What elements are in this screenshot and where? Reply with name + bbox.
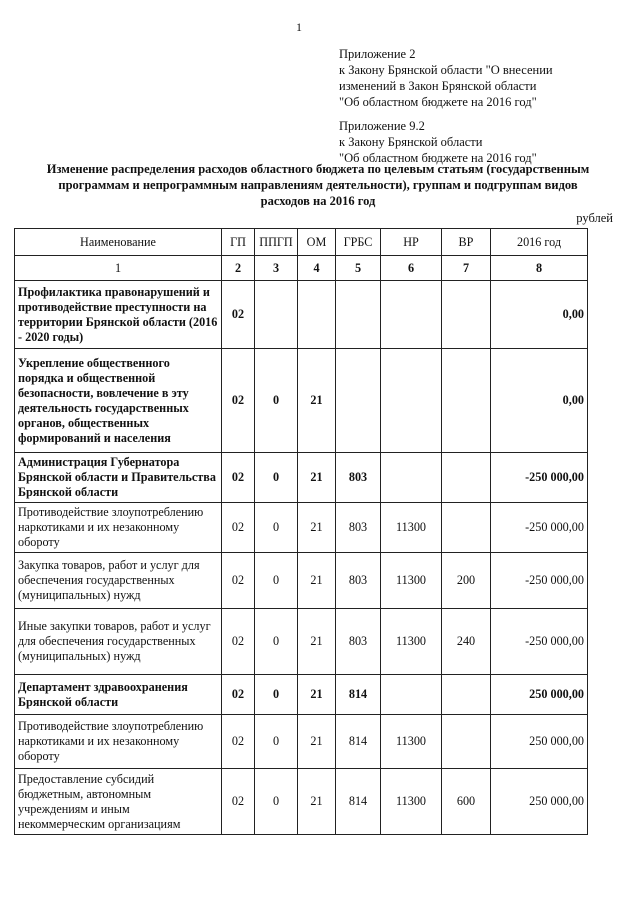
row-nr [381,281,442,349]
header-cell: 2016 год [491,229,588,256]
header-cell: ВР [442,229,491,256]
row-om: 21 [298,715,336,769]
row-ppgp: 0 [255,553,298,609]
row-amount: 250 000,00 [491,769,588,835]
row-gp: 02 [222,675,255,715]
row-gp: 02 [222,609,255,675]
row-gp: 02 [222,453,255,503]
row-grbs: 803 [336,553,381,609]
row-om: 21 [298,675,336,715]
row-om: 21 [298,349,336,453]
header-cell: ППГП [255,229,298,256]
row-name: Администрация Губернатора Брянской области и Правительства Брянской области [15,453,222,503]
row-ppgp: 0 [255,715,298,769]
annex-line: Приложение 9.2 [339,119,425,133]
row-ppgp: 0 [255,675,298,715]
row-grbs: 803 [336,453,381,503]
column-number: 1 [15,256,222,281]
table-row [15,675,588,715]
row-grbs: 803 [336,503,381,553]
row-nr: 11300 [381,769,442,835]
row-amount: -250 000,00 [491,553,588,609]
column-number: 7 [442,256,491,281]
row-grbs: 814 [336,675,381,715]
row-ppgp: 0 [255,349,298,453]
row-vr [442,715,491,769]
page-number: 1 [296,20,302,34]
row-ppgp [255,281,298,349]
header-cell: ГП [222,229,255,256]
row-ppgp: 0 [255,453,298,503]
row-nr: 11300 [381,609,442,675]
row-vr [442,281,491,349]
row-name: Укрепление общественного порядка и общественной безопасности, вовлечение в эту деятельность государственных органов, общественных формирований и населения [15,349,222,453]
row-gp: 02 [222,715,255,769]
table-row [15,609,588,675]
units-label: рублей [576,211,613,225]
row-om: 21 [298,503,336,553]
row-vr: 240 [442,609,491,675]
table-row [15,769,588,835]
row-gp: 02 [222,281,255,349]
row-amount: 0,00 [491,349,588,453]
row-vr: 200 [442,553,491,609]
row-grbs [336,349,381,453]
row-vr [442,349,491,453]
header-row [15,229,588,256]
row-amount: -250 000,00 [491,453,588,503]
annex-line: к Закону Брянской области [339,135,483,149]
row-vr [442,503,491,553]
table-row [15,349,588,453]
row-name: Противодействие злоупотреблению наркотиками и их незаконному обороту [15,503,222,553]
header-cell: ГРБС [336,229,381,256]
column-number: 2 [222,256,255,281]
row-name: Департамент здравоохранения Брянской области [15,675,222,715]
row-om: 21 [298,553,336,609]
row-vr: 600 [442,769,491,835]
row-nr [381,453,442,503]
row-grbs: 814 [336,769,381,835]
row-amount: -250 000,00 [491,503,588,553]
row-ppgp: 0 [255,503,298,553]
row-om [298,281,336,349]
column-number-row [15,256,588,281]
row-name: Противодействие злоупотреблению наркотиками и их незаконному обороту [15,715,222,769]
annex-line: "Об областном бюджете на 2016 год" [339,151,537,165]
table-row [15,503,588,553]
header-cell: Наименование [15,229,222,256]
row-gp: 02 [222,553,255,609]
annex-block [339,46,553,166]
row-nr: 11300 [381,553,442,609]
column-number: 8 [491,256,588,281]
row-gp: 02 [222,503,255,553]
row-gp: 02 [222,769,255,835]
table-row [15,553,588,609]
row-amount: 250 000,00 [491,675,588,715]
row-grbs: 814 [336,715,381,769]
document-title: Изменение распределения расходов областного бюджета по целевым статьям (государственным программам и непрограммным направлениям деятельности), группам и подгруппам видов расходов на 2016 год [46,162,590,208]
column-number: 6 [381,256,442,281]
row-vr [442,453,491,503]
row-grbs: 803 [336,609,381,675]
row-amount: 250 000,00 [491,715,588,769]
table-row [15,281,588,349]
header-cell: ОМ [298,229,336,256]
row-nr [381,675,442,715]
column-number: 3 [255,256,298,281]
annex-line: изменений в Закон Брянской области [339,79,537,93]
annex-line: к Закону Брянской области "О внесении [339,63,553,77]
row-om: 21 [298,769,336,835]
row-vr [442,675,491,715]
column-number: 5 [336,256,381,281]
row-grbs [336,281,381,349]
row-name: Иные закупки товаров, работ и услуг для обеспечения государственных (муниципальных) нужд [15,609,222,675]
row-ppgp: 0 [255,769,298,835]
row-amount: -250 000,00 [491,609,588,675]
annex-line: Приложение 2 [339,47,416,61]
row-gp: 02 [222,349,255,453]
row-nr: 11300 [381,503,442,553]
table-row [15,453,588,503]
row-name: Профилактика правонарушений и противодействие преступности на территории Брянской области (2016 - 2020 годы) [15,281,222,349]
table-row [15,715,588,769]
column-number: 4 [298,256,336,281]
annex-line: "Об областном бюджете на 2016 год" [339,95,537,109]
header-cell: НР [381,229,442,256]
row-om: 21 [298,609,336,675]
row-om: 21 [298,453,336,503]
row-ppgp: 0 [255,609,298,675]
row-amount: 0,00 [491,281,588,349]
row-nr [381,349,442,453]
row-name: Закупка товаров, работ и услуг для обеспечения государственных (муниципальных) нужд [15,553,222,609]
budget-table [14,228,588,835]
row-nr: 11300 [381,715,442,769]
row-name: Предоставление субсидий бюджетным, автономным учреждениям и иным некоммерческим организациям [15,769,222,835]
